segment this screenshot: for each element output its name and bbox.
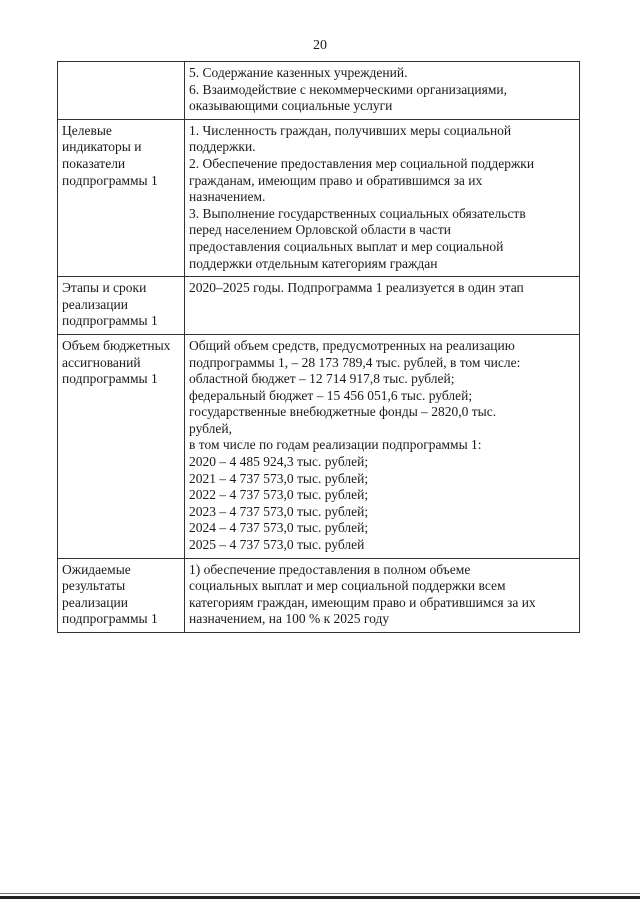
row-label: Этапы и сроки реализации подпрограммы 1 [62,280,158,329]
value-line: 2024 – 4 737 573,0 тыс. рублей; [189,520,369,536]
value-line: перед населением Орловской области в части [189,222,451,238]
value-line: оказывающими социальные услуги [189,98,393,114]
table-row [58,334,580,558]
row-value-cell [185,558,580,632]
row-label-cell [58,558,185,632]
value-line: 2020 – 4 485 924,3 тыс. рублей; [189,454,369,470]
row-value-cell [185,277,580,335]
value-line: 3. Выполнение государственных социальных обязательств [189,205,526,221]
value-line: 1. Численность граждан, получивших меры социальной [189,122,512,138]
value-line: в том числе по годам реализации подпрограммы 1: [189,437,482,453]
value-line: областной бюджет – 12 714 917,8 тыс. рублей; [189,371,455,387]
table-row [58,62,580,120]
value-line: 2020–2025 годы. Подпрограмма 1 реализуется в один этап [189,280,524,296]
value-line: 2021 – 4 737 573,0 тыс. рублей; [189,470,369,486]
value-line: гражданам, имеющим право и обратившимся за их [189,172,483,188]
table-row [58,277,580,335]
table-body [58,62,580,633]
row-value-cell [185,119,580,276]
value-line: предоставления социальных выплат и мер социальной [189,238,504,254]
value-line: 2. Обеспечение предоставления мер социальной поддержки [189,155,535,171]
scan-bottom-edge-thin [0,893,640,894]
scan-bottom-edge [0,896,640,899]
value-line: поддержки. [189,139,256,155]
value-line: социальных выплат и мер социальной поддержки всем [189,578,506,594]
value-line: Общий объем средств, предусмотренных на реализацию [189,337,515,353]
table-row [58,558,580,632]
page-number: 20 [313,38,327,53]
subprogram-passport-table [57,61,580,633]
row-value-cell [185,62,580,120]
row-label: Целевые индикаторы и показатели подпрограммы 1 [62,122,158,188]
value-line: 6. Взаимодействие с некоммерческими организациями, [189,81,507,97]
value-line: подпрограммы 1, – 28 173 789,4 тыс. рублей, в том числе: [189,354,521,370]
value-line: 2022 – 4 737 573,0 тыс. рублей; [189,487,369,503]
value-line: категориям граждан, имеющим право и обратившимся за их [189,594,536,610]
value-line: назначением. [189,189,266,205]
value-line: 1) обеспечение предоставления в полном объеме [189,561,471,577]
value-line: рублей, [189,420,233,436]
table-row [58,119,580,276]
value-line: поддержки отдельным категориям граждан [189,255,438,271]
value-line: федеральный бюджет – 15 456 051,6 тыс. рублей; [189,387,473,403]
value-line: государственные внебюджетные фонды – 2820,0 тыс. [189,404,497,420]
row-label-cell [58,119,185,276]
value-line: 2025 – 4 737 573,0 тыс. рублей [189,537,365,553]
row-label: Объем бюджетных ассигнований подпрограммы 1 [62,337,171,387]
value-line: 5. Содержание казенных учреждений. [189,65,408,80]
value-line: назначением, на 100 % к 2025 году [189,611,390,627]
row-label-cell [58,62,185,120]
value-line: 2023 – 4 737 573,0 тыс. рублей; [189,503,369,519]
row-label-cell [58,277,185,335]
row-value-cell [185,334,580,558]
row-label: Ожидаемые результаты реализации подпрограммы 1 [62,561,158,627]
row-label-cell [58,334,185,558]
